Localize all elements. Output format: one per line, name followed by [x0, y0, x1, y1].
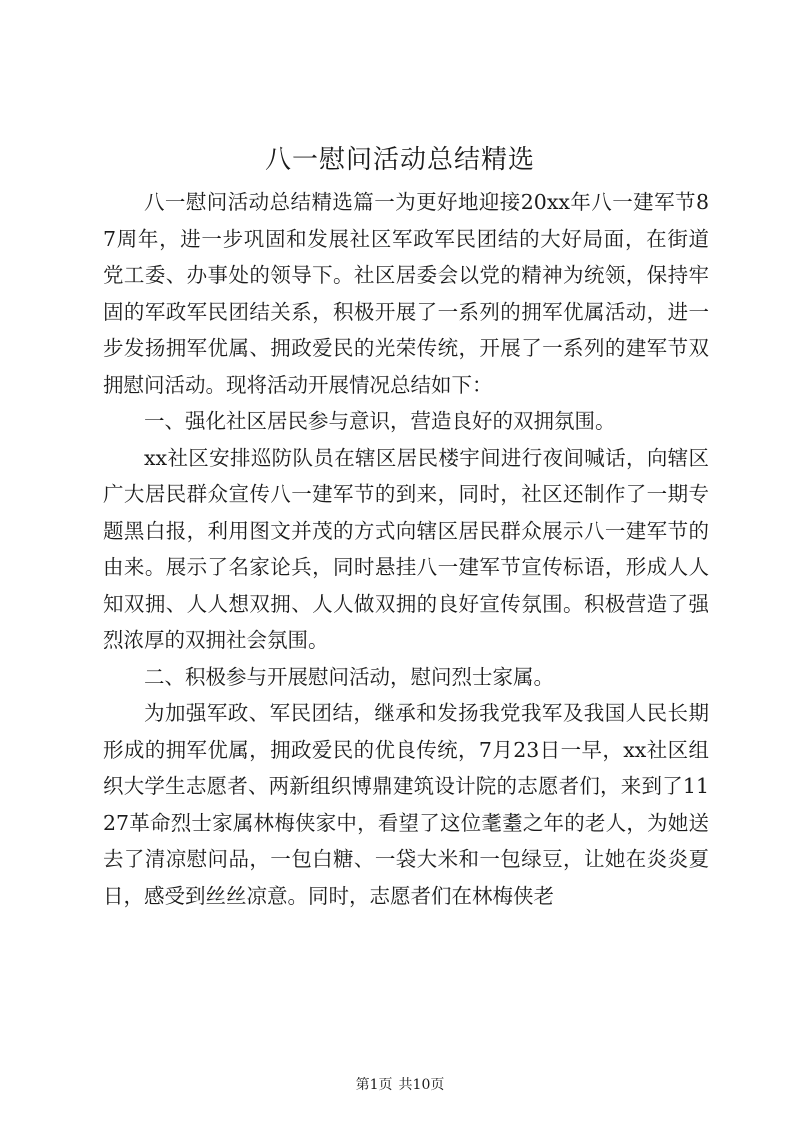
paragraph-intro: 八一慰问活动总结精选篇一为更好地迎接20xx年八一建军节87周年，进一步巩固和发展社区军政军民团结的大好局面，在街道党工委、办事处的领导下。社区居委会以党的精神为统领，保持牢固的军政军民团结关系，积极开展了一系列的拥军优属活动，进一步发扬拥军优属、拥政爱民的光荣传统，开展了一系列的建军节双拥慰问活动。现将活动开展情况总结如下：	[103, 190, 709, 397]
paragraph-section-1: xx社区安排巡防队员在辖区居民楼宇间进行夜间喊话，向辖区广大居民群众宣传八一建军节的到来，同时，社区还制作了一期专题黑白报，利用图文并茂的方式向辖区居民群众展示八一建军节的由来。展示了名家论兵，同时悬挂八一建军节宣传标语，形成人人知双拥、人人想双拥、人人做双拥的良好宣传氛围。积极营造了强烈浓厚的双拥社会氛围。	[103, 445, 709, 652]
page-footer	[0, 1075, 800, 1095]
document-title: 八一慰问活动总结精选	[264, 145, 535, 175]
document-body	[103, 184, 709, 914]
section-heading-1: 一、强化社区居民参与意识，营造良好的双拥氛围。	[144, 409, 616, 433]
section-heading-2: 二、积极参与开展慰问活动，慰问烈士家属。	[144, 664, 554, 689]
paragraph-section-2: 为加强军政、军民团结，继承和发扬我党我军及我国人民长期形成的拥军优属，拥政爱民的优良传统，7月23日一早，xx社区组织大学生志愿者、两新组织博鼎建筑设计院的志愿者们，来到了1127革命烈士家属林梅侠家中，看望了这位耄耋之年的老人，为她送去了清凉慰问品，一包白糖、一袋大米和一包绿豆，让她在炎炎夏日，感受到丝丝凉意。同时，志愿者们在林梅侠老	[103, 701, 709, 908]
page-total: 共10页	[398, 1077, 445, 1093]
page-number: 第1页	[355, 1077, 393, 1093]
